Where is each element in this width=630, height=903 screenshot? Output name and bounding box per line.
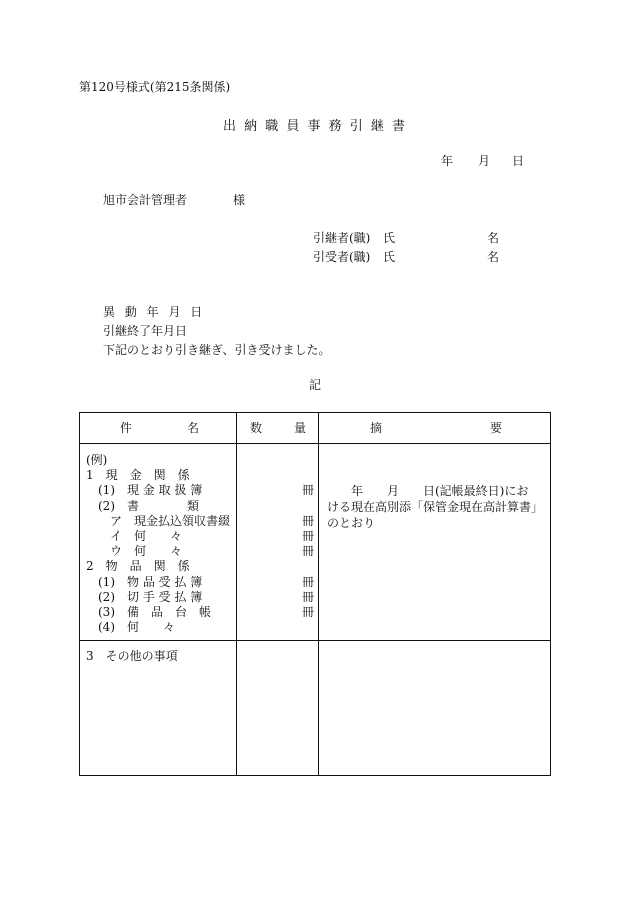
document-title: 出 納 職 員 事 務 引 継 書 — [222, 119, 408, 134]
date-year-label: 年 — [441, 154, 454, 168]
handover-end-date-label: 引継終了年月日 — [103, 324, 188, 338]
header-item-char1: 件 — [120, 421, 133, 435]
form-number: 第120号様式(第215条関係) — [79, 80, 231, 94]
table-divider — [318, 413, 319, 775]
transfer-date-label: 異 動 年 月 日 — [103, 305, 206, 319]
item-row-unit: 冊 — [302, 529, 315, 543]
item-row-unit: 冊 — [302, 589, 315, 604]
item-row-label: 2 物 品 関 係 — [86, 559, 190, 574]
header-item-char2: 名 — [187, 421, 200, 435]
item-row-label: イ 何 々 — [86, 529, 183, 543]
item-row-label: (3) 備 品 台 帳 — [86, 605, 211, 619]
date-day-label: 日 — [512, 154, 525, 168]
item-row-unit: 冊 — [302, 483, 315, 498]
summary-line: ける現在高別添「保管金現在高計算書」 — [327, 500, 544, 514]
table-divider — [80, 443, 550, 444]
handover-to-label: 引受者(職) — [313, 250, 371, 264]
item-row-label: (例) — [86, 453, 108, 467]
item-row-label: (2) 切 手 受 払 簿 — [86, 589, 203, 604]
addressee-name: 旭市会計管理者 — [103, 193, 188, 207]
handover-from-surname-label: 氏 — [383, 231, 396, 245]
handover-from-label: 引継者(職) — [313, 231, 371, 245]
ki-heading: 記 — [308, 378, 321, 392]
handover-to-surname-label: 氏 — [383, 250, 396, 264]
date-month-label: 月 — [478, 154, 491, 168]
header-summary-char1: 摘 — [370, 421, 383, 435]
header-summary-char2: 要 — [490, 421, 503, 435]
summary-line: のとおり — [327, 516, 376, 530]
item-row-unit: 冊 — [302, 544, 315, 559]
handover-to-given-label: 名 — [487, 250, 500, 264]
table-divider — [80, 640, 550, 641]
intro-statement: 下記のとおり引き継ぎ、引き受けました。 — [103, 343, 331, 357]
item-row-unit: 冊 — [302, 574, 315, 589]
item-row-label: ア 現金払込領収書綴 — [86, 513, 231, 528]
item-row-label: (2) 書 類 — [86, 498, 199, 513]
item-row-label: (1) 現 金 取 扱 簿 — [86, 483, 203, 498]
handover-table — [79, 412, 551, 776]
item-row-label: ウ 何 々 — [86, 544, 183, 559]
item-row-unit: 冊 — [302, 513, 315, 528]
addressee-honorific: 様 — [233, 193, 246, 207]
item-row-label: (1) 物 品 受 払 簿 — [86, 574, 203, 589]
summary-line: 年 月 日(記帳最終日)にお — [327, 484, 529, 498]
item-row-unit: 冊 — [302, 605, 315, 619]
table-divider — [236, 413, 237, 775]
item-row-label: (4) 何 々 — [86, 620, 175, 635]
other-matters-label: 3 その他の事項 — [86, 649, 178, 663]
handover-from-given-label: 名 — [487, 231, 500, 245]
item-row-label: 1 現 金 関 係 — [86, 468, 190, 483]
header-quantity-char1: 数 — [250, 421, 263, 435]
summary-text — [327, 483, 543, 531]
header-quantity-char2: 量 — [294, 421, 307, 435]
